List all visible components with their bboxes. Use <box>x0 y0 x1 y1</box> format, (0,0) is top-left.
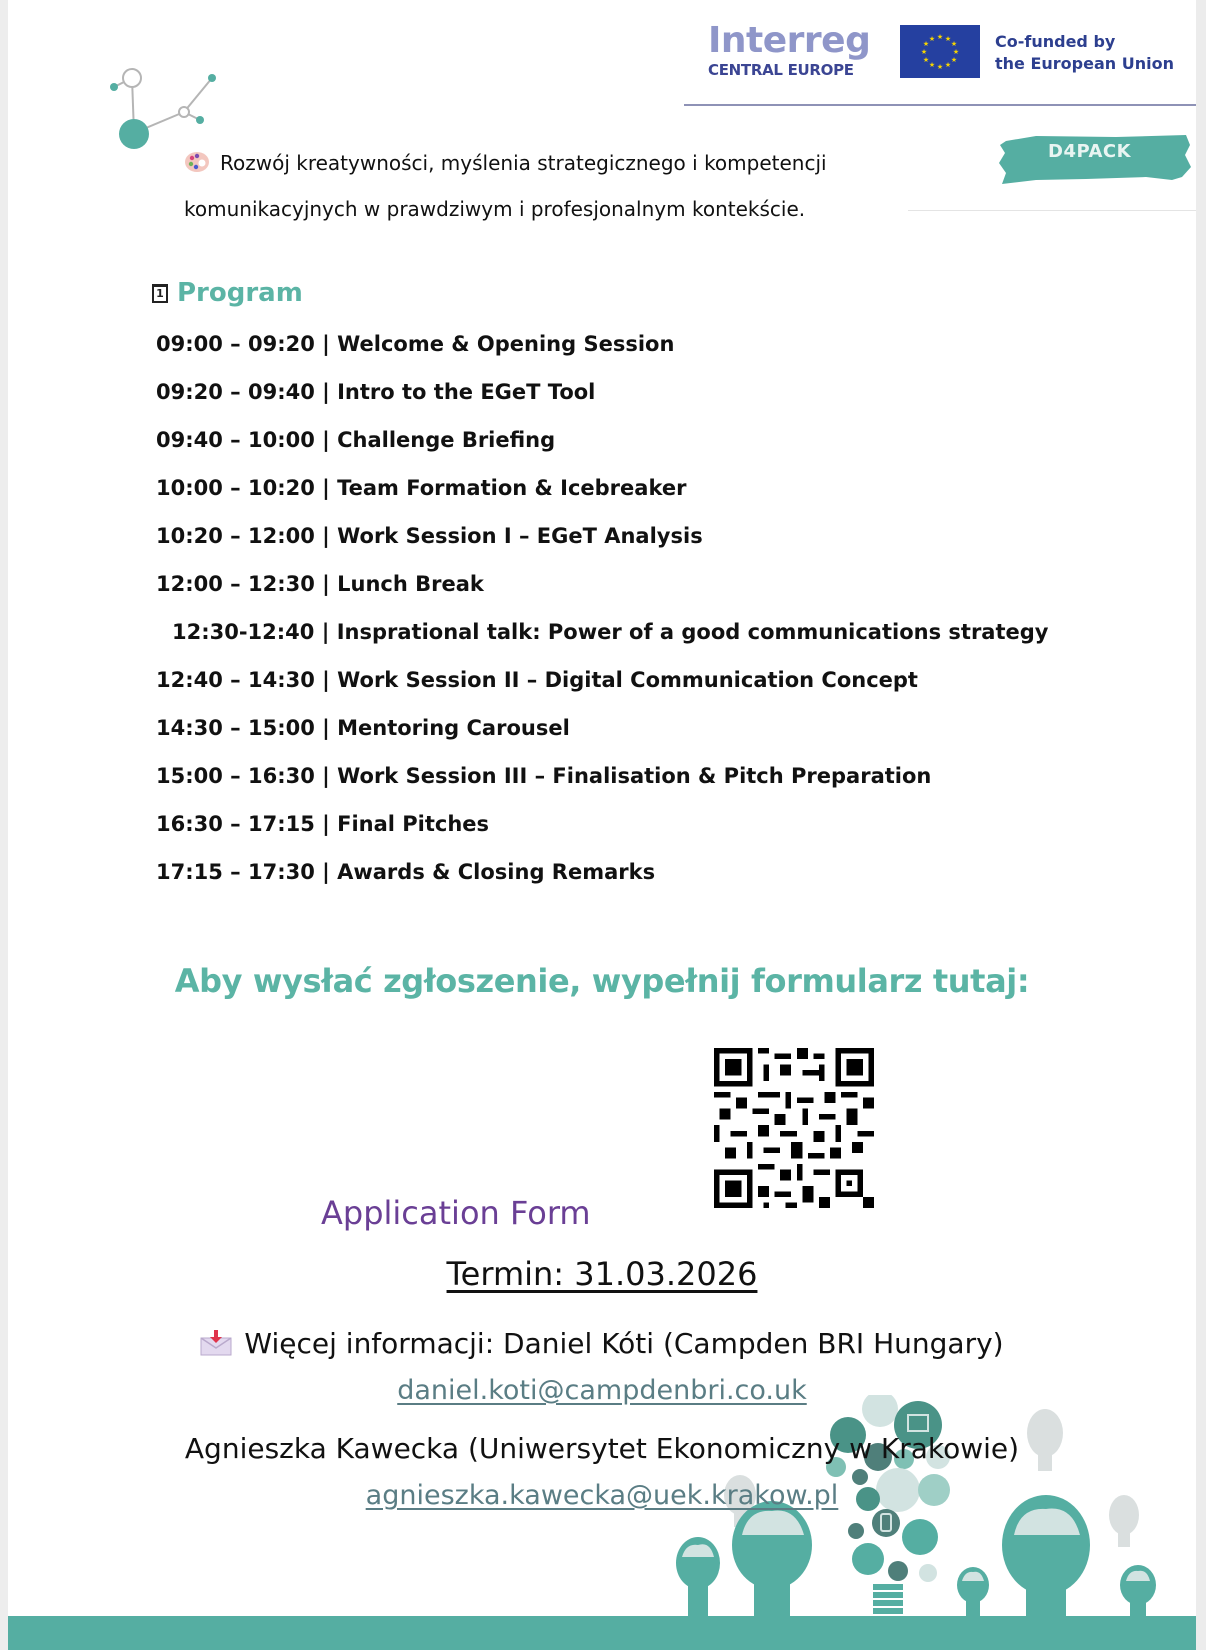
email-link[interactable]: agnieszka.kawecka@uek.krakow.pl <box>365 1480 839 1511</box>
schedule-time: 12:30-12:40 <box>172 620 315 644</box>
project-badge-label: D4PACK <box>1048 141 1132 162</box>
schedule-title: Mentoring Carousel <box>337 716 570 740</box>
program-schedule <box>156 330 1048 906</box>
schedule-title: Intro to the EGeT Tool <box>337 380 596 404</box>
deadline <box>8 1255 1196 1293</box>
schedule-title: Work Session III – Finalisation & Pitch Preparation <box>337 764 932 788</box>
qr-code-icon[interactable] <box>714 1048 874 1208</box>
svg-text:★: ★ <box>922 56 930 64</box>
schedule-time: 15:00 – 16:30 <box>156 764 315 788</box>
contact-primary-text: Więcej informacji: Daniel Kóti (Campden BRI Hungary) <box>244 1327 1004 1360</box>
svg-text:★: ★ <box>928 35 936 43</box>
schedule-title: Team Formation & Icebreaker <box>337 476 687 500</box>
schedule-time: 12:00 – 12:30 <box>156 572 315 596</box>
schedule-row: 09:00 – 09:20 | Welcome & Opening Session <box>156 332 675 356</box>
program-heading <box>152 278 303 308</box>
svg-text:★: ★ <box>936 63 944 71</box>
intro-text: Rozwój kreatywności, myślenia strategicznego i kompetencji komunikacyjnych w prawdziwym i profesjonalnym kontekście. <box>184 151 827 221</box>
schedule-row: 15:00 – 16:30 | Work Session III – Finalisation & Pitch Preparation <box>156 764 932 788</box>
deadline-text: Termin: 31.03.2026 <box>446 1255 758 1293</box>
cofunded-label <box>995 31 1174 75</box>
svg-text:★: ★ <box>950 40 958 48</box>
schedule-row: 16:30 – 17:15 | Final Pitches <box>156 812 490 836</box>
cofunded-line-1: Co-funded by <box>995 32 1116 51</box>
schedule-title: Welcome & Opening Session <box>337 332 675 356</box>
schedule-row: 09:20 – 09:40 | Intro to the EGeT Tool <box>156 380 596 404</box>
schedule-row: 09:40 – 10:00 | Challenge Briefing <box>156 428 556 452</box>
schedule-row: 14:30 – 15:00 | Mentoring Carousel <box>156 716 570 740</box>
incoming-envelope-icon <box>200 1330 232 1356</box>
schedule-row: 12:00 – 12:30 | Lunch Break <box>156 572 484 596</box>
contact-secondary: Agnieszka Kawecka (Uniwersytet Ekonomiczny w Krakowie) <box>184 1432 1020 1465</box>
svg-text:★: ★ <box>922 40 930 48</box>
schedule-row: 10:00 – 10:20 | Team Formation & Icebreaker <box>156 476 687 500</box>
schedule-title: Final Pitches <box>337 812 490 836</box>
application-form-link[interactable]: Application Form <box>321 1194 591 1232</box>
interreg-wordmark: Interreg <box>708 20 871 61</box>
svg-text:★: ★ <box>928 61 936 69</box>
header-divider <box>684 104 1196 106</box>
svg-text:★: ★ <box>952 48 960 56</box>
email-link[interactable]: daniel.koti@campdenbri.co.uk <box>397 1375 807 1406</box>
flyer-page <box>8 0 1196 1650</box>
schedule-time: 16:30 – 17:15 <box>156 812 315 836</box>
schedule-time: 09:00 – 09:20 <box>156 332 315 356</box>
schedule-time: 10:00 – 10:20 <box>156 476 315 500</box>
schedule-title: Awards & Closing Remarks <box>337 860 656 884</box>
schedule-time: 10:20 – 12:00 <box>156 524 315 548</box>
schedule-title: Work Session I – EGeT Analysis <box>337 524 703 548</box>
header-thin-divider <box>908 210 1196 211</box>
svg-text:★: ★ <box>920 48 928 56</box>
eu-flag-icon <box>900 25 980 78</box>
schedule-time: 09:20 – 09:40 <box>156 380 315 404</box>
program-title: Program <box>177 278 303 308</box>
schedule-time: 17:15 – 17:30 <box>156 860 315 884</box>
schedule-row: 12:40 – 14:30 | Work Session II – Digital Communication Concept <box>156 668 918 692</box>
cofunded-line-2: the European Union <box>995 54 1174 73</box>
interreg-subtitle: CENTRAL EUROPE <box>708 61 854 79</box>
footer-bar <box>8 1616 1196 1650</box>
svg-text:★: ★ <box>944 61 952 69</box>
schedule-row: 12:30-12:40 | Insprational talk: Power of a good communications strategy <box>172 620 1049 644</box>
application-cta-heading: Aby wysłać zgłoszenie, wypełnij formularz tutaj: <box>174 962 1030 1000</box>
schedule-row: 17:15 – 17:30 | Awards & Closing Remarks <box>156 860 656 884</box>
schedule-row: 10:20 – 12:00 | Work Session I – EGeT Analysis <box>156 524 703 548</box>
artist-palette-icon <box>184 151 210 173</box>
svg-text:★: ★ <box>944 35 952 43</box>
schedule-time: 14:30 – 15:00 <box>156 716 315 740</box>
contact-primary <box>8 1327 1196 1360</box>
schedule-title: Work Session II – Digital Communication Concept <box>337 668 918 692</box>
contact-secondary-email <box>8 1480 1196 1511</box>
intro-paragraph <box>184 140 904 232</box>
interreg-logo <box>708 22 870 78</box>
schedule-time: 09:40 – 10:00 <box>156 428 315 452</box>
schedule-title: Insprational talk: Power of a good communications strategy <box>336 620 1049 644</box>
schedule-title: Lunch Break <box>337 572 484 596</box>
calendar-icon: 1 <box>152 284 168 303</box>
schedule-title: Challenge Briefing <box>337 428 556 452</box>
page-edge <box>1196 0 1206 1650</box>
schedule-time: 12:40 – 14:30 <box>156 668 315 692</box>
svg-text:★: ★ <box>950 56 958 64</box>
svg-text:★: ★ <box>936 33 944 41</box>
